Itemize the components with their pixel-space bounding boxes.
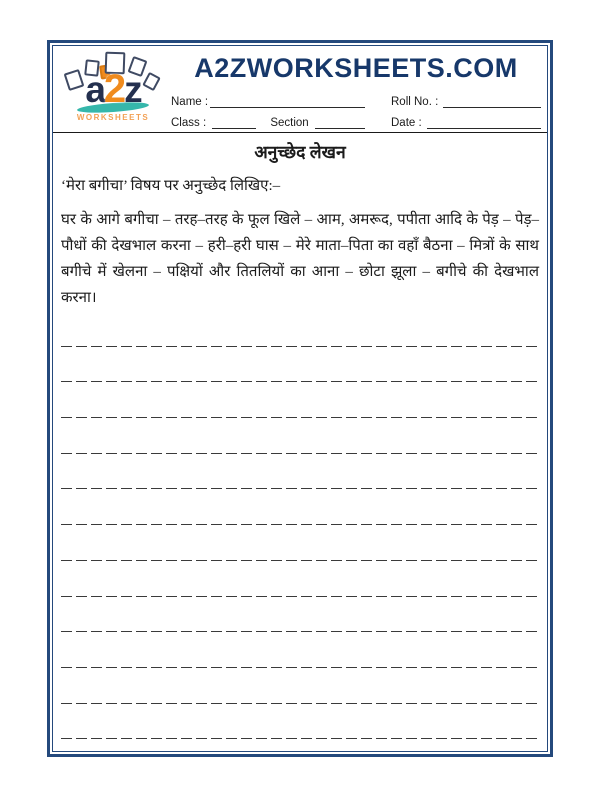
worksheet-title: अनुच्छेद लेखन bbox=[254, 142, 346, 162]
name-blank-line bbox=[210, 95, 365, 108]
class-blank-line bbox=[212, 116, 256, 129]
writing-line bbox=[61, 311, 539, 347]
writing-line bbox=[61, 382, 539, 418]
worksheet-inner-border bbox=[52, 45, 548, 752]
site-title: A2ZWORKSHEETS.COM bbox=[194, 53, 518, 83]
writing-lines bbox=[61, 311, 539, 739]
class-label: Class : bbox=[171, 117, 207, 129]
writing-line bbox=[61, 347, 539, 383]
section-blank-line bbox=[315, 116, 365, 129]
class-section-field bbox=[171, 116, 365, 129]
writing-line bbox=[61, 704, 539, 740]
roll-blank-line bbox=[443, 95, 541, 108]
worksheet-outer-border bbox=[47, 40, 553, 757]
logo-wordmark: WORKSHEETS bbox=[76, 113, 150, 122]
writing-line bbox=[61, 418, 539, 454]
header-right bbox=[165, 51, 541, 129]
field-row-2 bbox=[171, 116, 541, 129]
writing-line bbox=[61, 632, 539, 668]
worksheet-hints: घर के आगे बगीचा – तरह–तरह के फूल खिले – आम, अमरूद, पपीता आदि के पेड़ – पेड़–पौधों की देखभाल करना – हरी–हरी घास – मेरे माता–पिता का वहाँ बैठना – मित्रों के साथ बगीचे में खेलना – पक्षियों और तितलियों का आना – छोटा झूला – बगीचे की देखभाल करना। bbox=[61, 212, 539, 306]
writing-line bbox=[61, 668, 539, 704]
logo-letters bbox=[61, 69, 165, 118]
name-label: Name : bbox=[171, 96, 209, 108]
student-fields bbox=[171, 87, 541, 129]
date-label: Date : bbox=[391, 117, 422, 129]
name-field bbox=[171, 95, 365, 108]
roll-label: Roll No. : bbox=[391, 96, 439, 108]
a2z-logo bbox=[61, 47, 165, 129]
section-label: Section bbox=[270, 117, 309, 129]
worksheet-instruction: ‘मेरा बगीचा’ विषय पर अनुच्छेद लिखिए:– bbox=[61, 178, 281, 194]
field-row-1 bbox=[171, 95, 541, 108]
writing-line bbox=[61, 454, 539, 490]
writing-line bbox=[61, 525, 539, 561]
logo-letter-z: z bbox=[124, 69, 141, 110]
writing-line bbox=[61, 597, 539, 633]
date-blank-line bbox=[427, 116, 541, 129]
writing-line bbox=[61, 489, 539, 525]
logo-letter-a: a bbox=[85, 69, 104, 110]
writing-line bbox=[61, 561, 539, 597]
logo-letter-2: 2 bbox=[103, 67, 125, 111]
date-field bbox=[391, 116, 541, 129]
roll-field bbox=[391, 95, 541, 108]
worksheet-header bbox=[53, 46, 547, 133]
